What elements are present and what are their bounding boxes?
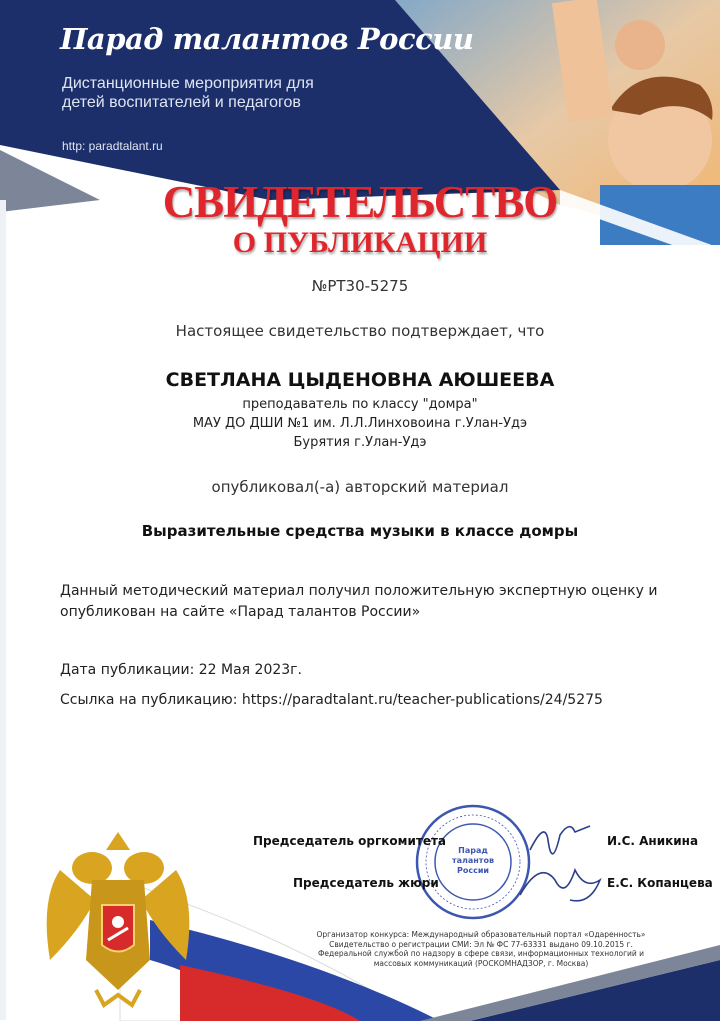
chair-jury-role: Председатель жюри: [293, 876, 439, 890]
stamp-center-text: Парад талантов России: [451, 846, 494, 875]
chair-committee-role: Председатель оргкомитета: [253, 834, 447, 848]
certificate-number: №РТ30-5275: [311, 277, 409, 295]
certificate-subtitle: О ПУБЛИКАЦИИ: [232, 226, 488, 259]
signature-jury: [520, 870, 600, 901]
recipient-region: Бурятия г.Улан-Удэ: [293, 435, 427, 450]
material-title: Выразительные средства музыки в классе домры: [141, 522, 579, 540]
confirm-text: Настоящее свидетельство подтверждает, что: [175, 322, 545, 340]
chair-jury-name: Е.С. Копанцева: [607, 876, 713, 890]
recipient-institution: МАУ ДО ДШИ №1 им. Л.Л.Линховоина г.Улан-Удэ: [192, 416, 528, 431]
certificate-title: СВИДЕТЕЛЬСТВО: [162, 177, 558, 227]
brand-subtitle: Дистанционные мероприятия для детей воспитателей и педагогов: [62, 75, 314, 111]
review-text: Данный методический материал получил положительную экспертную оценку и опубликован на сайте «Парад талантов России»: [60, 583, 658, 620]
site-url: http: paradtalant.ru: [62, 139, 163, 153]
recipient-position: преподаватель по классу "домра": [242, 397, 478, 412]
publication-link: Ссылка на публикацию: https://paradtalant.ru/teacher-publications/24/5275: [60, 692, 603, 708]
recipient-name: СВЕТЛАНА ЦЫДЕНОВНА АЮШЕЕВА: [165, 369, 555, 391]
signature-committee: [530, 826, 590, 854]
brand-logo-text: Парад талантов России: [60, 22, 474, 56]
published-text: опубликовал(-а) авторский материал: [211, 478, 509, 496]
organizer-info: Организатор конкурса: Международный образовательный портал «Одаренность» Свидетельство о регистрации СМИ: Эл № ФС 77-63331 выдано 09.10.2015 г. Федеральной службой по надзору в сфере связи, информационных технологий и массовых коммуникаций (РОСКОМНАДЗОР, г. Москва): [316, 930, 646, 968]
chair-committee-name: И.С. Аникина: [607, 834, 699, 848]
publication-date: Дата публикации: 22 Мая 2023г.: [60, 662, 302, 678]
